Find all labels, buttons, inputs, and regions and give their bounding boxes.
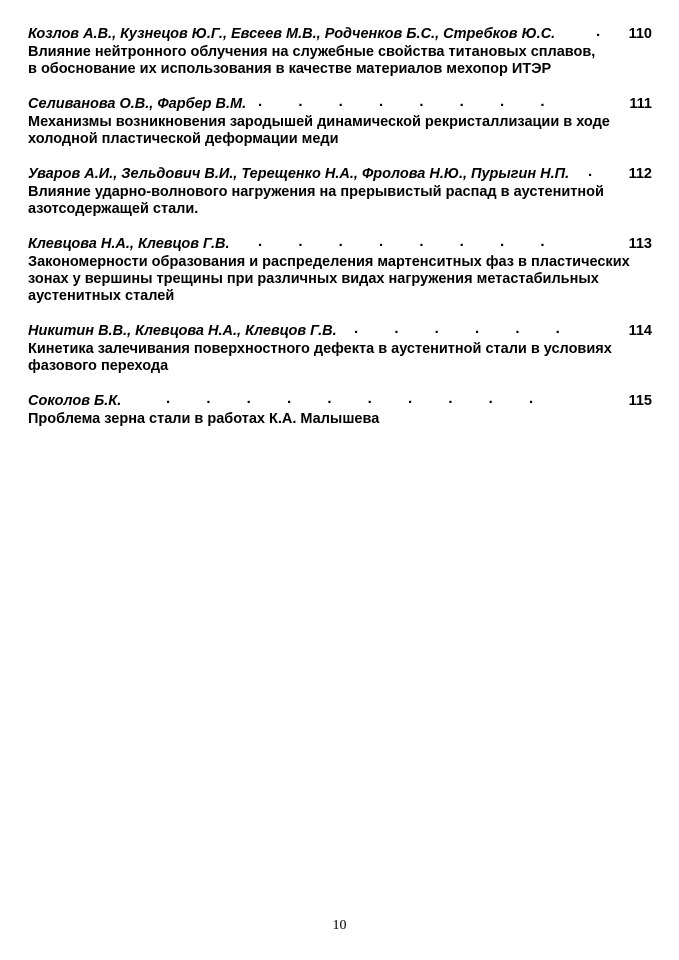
toc-entry-title [28, 44, 652, 78]
toc-entry [28, 322, 652, 375]
toc-entry-title-line: Влияние нейтронного облучения на служебные свойства титановых сплавов, [28, 44, 596, 60]
toc-entry-title [28, 114, 652, 148]
toc-entry-title-line: аустенитных сталей [28, 288, 175, 304]
toc-entry-title [28, 411, 652, 428]
toc-entry-page: 111 [629, 96, 652, 112]
toc-entry-authors-line [28, 392, 652, 411]
toc-entry-title [28, 184, 652, 218]
toc-entry-title-line: фазового перехода [28, 358, 169, 374]
toc-entry-authors: Соколов Б.К. [28, 393, 122, 409]
toc-entry-authors: Селиванова О.В., Фарбер В.М. [28, 96, 247, 112]
toc-entry-title-line: Влияние ударно-волнового нагружения на прерывистый распад в аустенитной [28, 184, 604, 200]
toc-entry-title-line: Кинетика залечивания поверхностного дефекта в аустенитной стали в условиях [28, 341, 612, 357]
toc-entry [28, 25, 652, 78]
toc-entry-authors: Клевцова Н.А., Клевцов Г.В. [28, 236, 230, 252]
toc-entry-authors-line [28, 165, 652, 184]
toc-entry-title-line: Проблема зерна стали в работах К.А. Малышева [28, 411, 380, 427]
toc-entry [28, 235, 652, 305]
dot-leader: . . . . . . . . . . [166, 390, 534, 407]
page-number: 10 [332, 918, 347, 933]
toc-entry [28, 392, 652, 428]
toc-entry-title-line: азотсодержащей стали. [28, 201, 199, 217]
toc-entry-title [28, 341, 652, 375]
toc-entry-page: 112 [628, 166, 652, 182]
toc-entry-title-line: зонах у вершины трещины при различных видах нагружения метастабильных [28, 271, 599, 287]
toc-entry-page: 110 [628, 26, 652, 42]
dot-leader: . [588, 163, 593, 180]
toc-entry-authors-line [28, 95, 652, 114]
toc-entry-title [28, 254, 652, 305]
toc-entry-title-line: холодной пластической деформации меди [28, 131, 339, 147]
toc-entry-authors-line [28, 235, 652, 254]
toc-entry-title-line: Механизмы возникновения зародышей динамической рекристаллизации в ходе [28, 114, 610, 130]
toc-entry-authors: Козлов А.В., Кузнецов Ю.Г., Евсеев М.В., Родченков Б.С., Стребков Ю.С. [28, 26, 556, 42]
dot-leader: . . . . . . [354, 320, 560, 337]
toc-entry-authors: Никитин В.В., Клевцова Н.А., Клевцов Г.В. [28, 323, 337, 339]
dot-leader: . . . . . . . . [258, 93, 545, 110]
toc-entries [28, 25, 652, 445]
toc-entry-page: 113 [628, 236, 652, 252]
dot-leader: . [596, 23, 601, 40]
toc-entry-authors: Уваров А.И., Зельдович В.И., Терещенко Н.А., Фролова Н.Ю., Пурыгин Н.П. [28, 166, 570, 182]
toc-entry [28, 95, 652, 148]
toc-entry-page: 115 [628, 393, 652, 409]
toc-entry-authors-line [28, 25, 652, 44]
toc-entry-title-line: в обоснование их использования в качестве материалов мехопор ИТЭР [28, 61, 552, 77]
toc-entry [28, 165, 652, 218]
toc-entry-page: 114 [628, 323, 652, 339]
toc-entry-title-line: Закономерности образования и распределения мартенситных фаз в пластических [28, 254, 630, 270]
toc-entry-authors-line [28, 322, 652, 341]
dot-leader: . . . . . . . . [258, 233, 545, 250]
